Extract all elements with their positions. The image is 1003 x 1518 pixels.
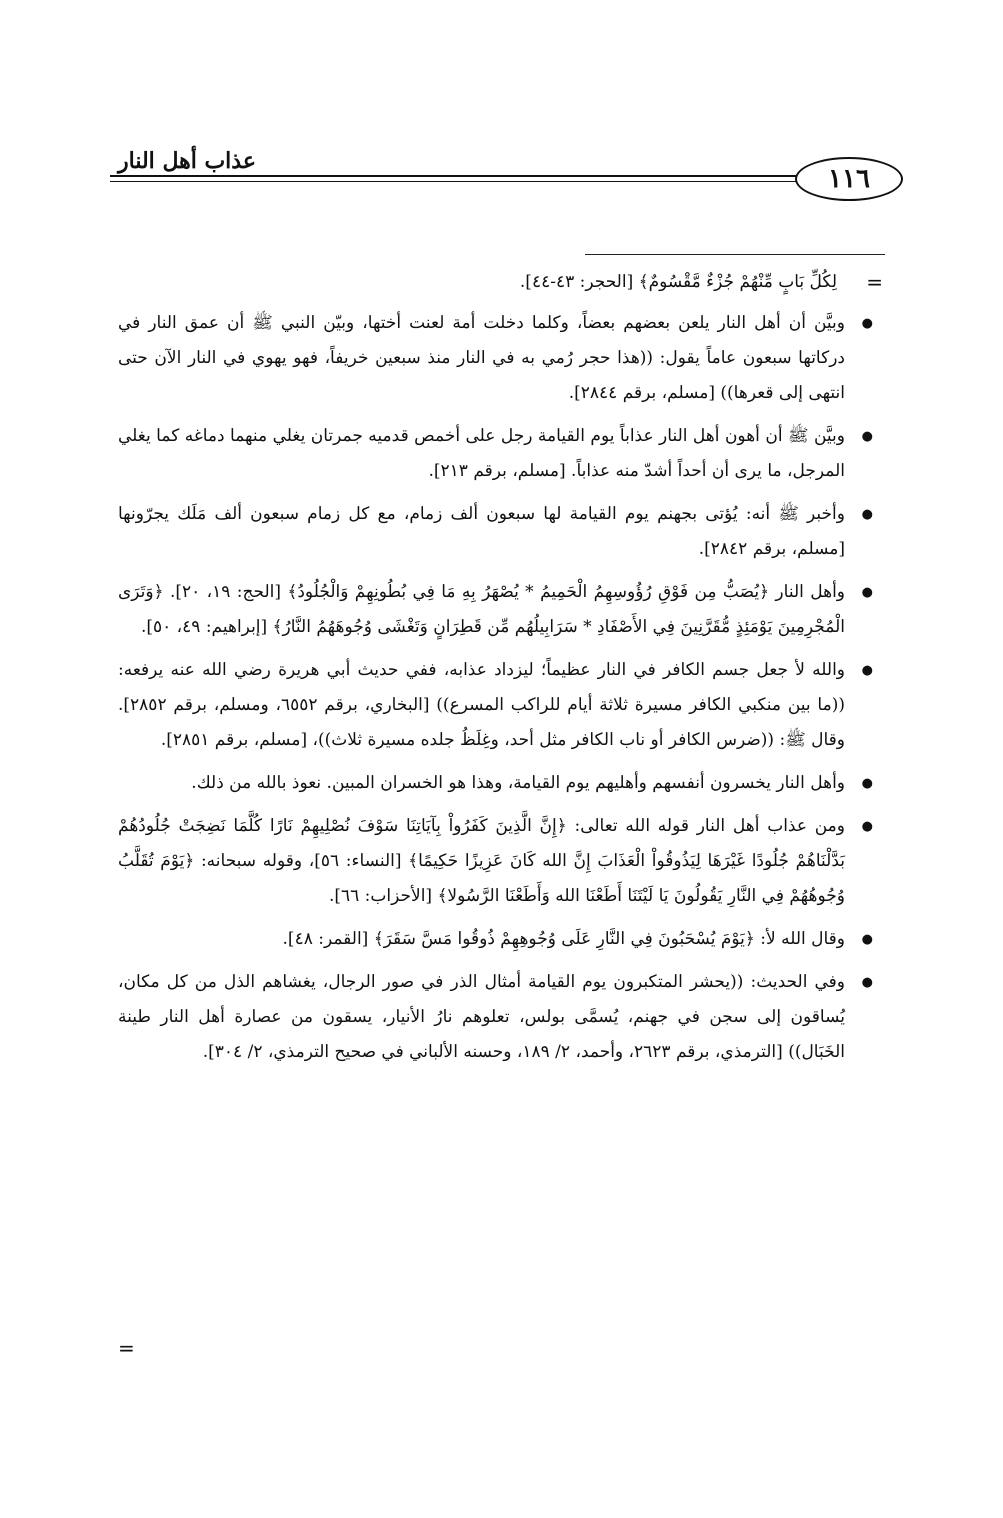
page-number-badge	[795, 157, 903, 201]
page-header	[110, 140, 903, 200]
paragraph-arrogant-hadith: ● وفي الحديث: ((يحشر المتكبرون يوم القيامة أمثال الذر في صور الرجال، يغشاهم الذل من كل مكان، يُساقون إلى سجن في جهنم، يُسمَّى بولس، تعلوهم نارُ الأنيار، يسقون من عصارة أهل النار طينة الخَبَال)) [الترمذي، برقم ٢٦٢٣، وأحمد، ٢/ ١٨٩، وحسنه الألباني في صحيح الترمذي، ٢/ ٣٠٤].	[118, 965, 845, 1070]
header-rule	[110, 175, 808, 182]
end-mark: =	[118, 1336, 135, 1360]
paragraph-lightest-punishment: ● وبيَّن ﷺ أن أهون أهل النار عذاباً يوم القيامة رجل على أخمص قدميه جمرتان يغلي منهما دماغه كما يغلي المرجل، ما يرى أن أحداً أشدّ منه عذاباً. [مسلم، برقم ٢١٣].	[118, 419, 845, 489]
paragraph-dragged-on-faces: ● وقال الله لأ: ﴿يَوْمَ يُسْحَبُونَ فِي النَّارِ عَلَى وُجُوهِهِمْ ذُوقُوا مَسَّ سَقَرَ﴾ [القمر: ٤٨].	[118, 922, 845, 957]
page-body	[118, 265, 845, 1078]
continuation-mark: =	[866, 270, 883, 294]
footnote-separator	[585, 254, 885, 255]
page-number: ١١٦	[828, 164, 870, 194]
paragraph-skins-replaced: ● ومن عذاب أهل النار قوله الله تعالى: ﴿إِنَّ الَّذِينَ كَفَرُواْ بِآيَاتِنَا سَوْفَ نُصْلِيهِمْ نَارًا كُلَّمَا نَضِجَتْ جُلُودُهُمْ بَدَّلْنَاهُمْ جُلُودًا غَيْرَهَا لِيَذُوقُواْ الْعَذَابَ إِنَّ الله كَانَ عَزِيزًا حَكِيمًا﴾ [النساء: ٥٦]، وقوله سبحانه: ﴿يَوْمَ تُقَلَّبُ وُجُوهُهُمْ فِي النَّارِ يَقُولُونَ يَا لَيْتَنَا أَطَعْنَا الله وَأَطَعْنَا الرَّسُولا﴾ [الأحزاب: ٦٦].	[118, 809, 845, 914]
paragraph-losers: ● وأهل النار يخسرون أنفسهم وأهليهم يوم القيامة، وهذا هو الخسران المبين. نعوذ بالله من ذلك.	[118, 766, 845, 801]
running-title: عذاب أهل النار	[118, 148, 256, 174]
paragraph-depth-of-hell: ● وبيَّن أن أهل النار يلعن بعضهم بعضاً، وكلما دخلت أمة لعنت أختها، وبيّن النبي ﷺ أن عمق النار في دركاتها سبعون عاماً يقول: ((هذا حجر رُمي به في النار منذ سبعين خريفاً، فهو يهوي في النار الآن حتى انتهى إلى قعرها)) [مسلم، برقم ٢٨٤٤].	[118, 306, 845, 411]
verse-continuation-line: لِكُلِّ بَابٍ مِّنْهُمْ جُزْءٌ مَّقْسُومٌ﴾ [الحجر: ٤٣-٤٤].	[519, 272, 837, 292]
paragraph-body-size: ● والله لأ جعل جسم الكافر في النار عظيماً؛ ليزداد عذابه، ففي حديث أبي هريرة رضي الله عنه يرفعه: ((ما بين منكبي الكافر مسيرة ثلاثة أيام للراكب المسرع)) [البخاري، برقم ٦٥٥٢، ومسلم، برقم ٢٨٥٢]. وقال ﷺ: ((ضرس الكافر أو ناب الكافر مثل أحد، وغِلَظُ جلده مسيرة ثلاث))، [مسلم، برقم ٢٨٥١].	[118, 653, 845, 758]
paragraph-reins-of-hell: ● وأخبر ﷺ أنه: يُؤتى بجهنم يوم القيامة لها سبعون ألف زمام، مع كل زمام سبعون ألف مَلَك يجرّونها [مسلم، برقم ٢٨٤٢].	[118, 497, 845, 567]
paragraph-boiling-water: ● وأهل النار ﴿يُصَبُّ مِن فَوْقِ رُؤُوسِهِمُ الْحَمِيمُ * يُصْهَرُ بِهِ مَا فِي بُطُونِهِمْ وَالْجُلُودُ﴾ [الحج: ١٩، ٢٠]. ﴿وَتَرَى الْمُجْرِمِينَ يَوْمَئِذٍ مُّقَرَّنِينَ فِي الأَصْفَادِ * سَرَابِيلُهُم مِّن قَطِرَانٍ وَتَغْشَى وُجُوهَهُمُ النَّارُ﴾ [إبراهيم: ٤٩، ٥٠].	[118, 575, 845, 645]
